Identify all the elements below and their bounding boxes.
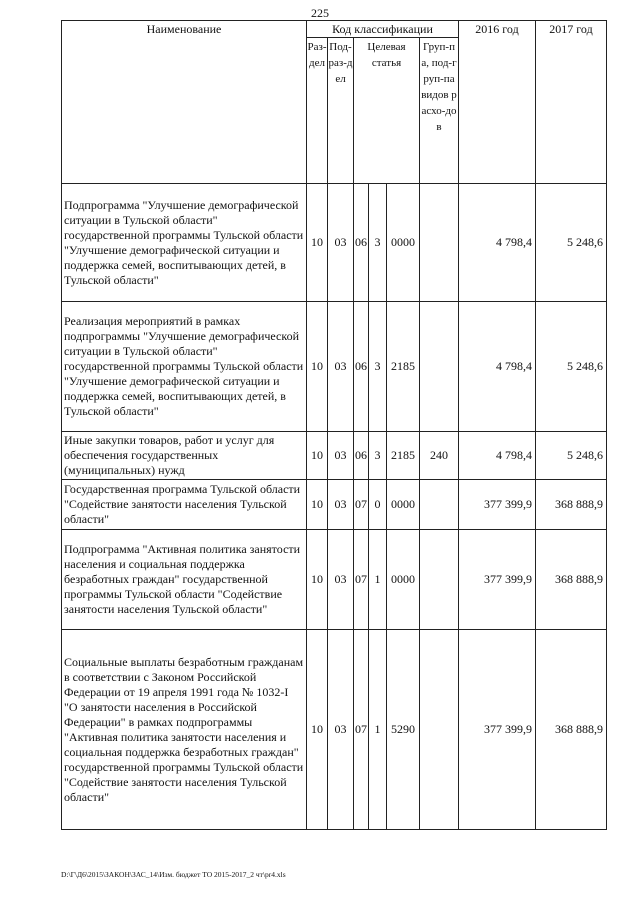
row-target-2: 1 [369, 530, 387, 630]
row-target-3: 0000 [387, 530, 420, 630]
row-target-2: 3 [369, 184, 387, 302]
header-code-group: Код классификации [307, 21, 459, 38]
row-subsection: 03 [328, 630, 354, 830]
table-row [62, 302, 607, 432]
header-row [62, 21, 607, 38]
row-section: 10 [307, 184, 328, 302]
table-row [62, 184, 607, 302]
row-target-1: 07 [354, 530, 369, 630]
row-group [420, 184, 459, 302]
row-target-3: 2185 [387, 432, 420, 480]
row-section: 10 [307, 302, 328, 432]
row-group [420, 302, 459, 432]
row-name: Государственная программа Тульской области "Содействие занятости населения Тульской области" [62, 480, 307, 530]
table-row [62, 480, 607, 530]
header-subsection: Под-раз-дел [328, 38, 354, 184]
row-name: Реализация мероприятий в рамках подпрограммы "Улучшение демографической ситуации в Тульской области" государственной программы Тульской области "Улучшение демографической ситуации и поддержка семей, воспитывающих детей, в Тульской области" [62, 302, 307, 432]
row-2016: 377 399,9 [459, 530, 536, 630]
row-group: 240 [420, 432, 459, 480]
row-section: 10 [307, 630, 328, 830]
header-expense-group: Груп-па, под-груп-па видов расхо-дов [420, 38, 459, 184]
row-2016: 4 798,4 [459, 184, 536, 302]
row-2017: 368 888,9 [536, 480, 607, 530]
row-2017: 5 248,6 [536, 184, 607, 302]
row-2017: 368 888,9 [536, 630, 607, 830]
file-path-footer: D:\Г\Д6\2015\ЗАКОН\ЗАС_14\Изм. бюджет ТО 2015-2017_2 чт\pr4.xls [61, 870, 286, 879]
row-2016: 377 399,9 [459, 630, 536, 830]
table-row [62, 530, 607, 630]
row-target-1: 06 [354, 302, 369, 432]
row-subsection: 03 [328, 432, 354, 480]
row-target-2: 0 [369, 480, 387, 530]
row-target-2: 3 [369, 302, 387, 432]
row-target-3: 5290 [387, 630, 420, 830]
page-number: 225 [311, 6, 329, 20]
row-target-3: 2185 [387, 302, 420, 432]
row-name: Иные закупки товаров, работ и услуг для обеспечения государственных (муниципальных) нужд [62, 432, 307, 480]
table-row [62, 432, 607, 480]
table-row [62, 630, 607, 830]
row-section: 10 [307, 480, 328, 530]
header-target-article: Целевая статья [354, 38, 420, 184]
row-section: 10 [307, 432, 328, 480]
row-group [420, 480, 459, 530]
row-target-1: 06 [354, 432, 369, 480]
row-target-2: 3 [369, 432, 387, 480]
row-target-1: 06 [354, 184, 369, 302]
row-subsection: 03 [328, 184, 354, 302]
row-target-2: 1 [369, 630, 387, 830]
row-name: Подпрограмма "Активная политика занятости населения и социальная поддержка безработных граждан" государственной программы Тульской области "Содействие занятости населения Тульской области" [62, 530, 307, 630]
row-group [420, 630, 459, 830]
row-subsection: 03 [328, 302, 354, 432]
row-section: 10 [307, 530, 328, 630]
row-2017: 5 248,6 [536, 432, 607, 480]
budget-table [61, 20, 607, 830]
header-year-2016: 2016 год [459, 21, 536, 184]
row-2017: 368 888,9 [536, 530, 607, 630]
row-subsection: 03 [328, 480, 354, 530]
row-target-1: 07 [354, 480, 369, 530]
row-target-3: 0000 [387, 480, 420, 530]
header-section: Раз-дел [307, 38, 328, 184]
row-name: Подпрограмма "Улучшение демографической ситуации в Тульской области" государственной программы Тульской области "Улучшение демографической ситуации и поддержка семей, воспитывающих детей, в Тульской области" [62, 184, 307, 302]
row-target-1: 07 [354, 630, 369, 830]
header-year-2017: 2017 год [536, 21, 607, 184]
row-2016: 4 798,4 [459, 432, 536, 480]
row-2017: 5 248,6 [536, 302, 607, 432]
row-target-3: 0000 [387, 184, 420, 302]
row-2016: 377 399,9 [459, 480, 536, 530]
row-subsection: 03 [328, 530, 354, 630]
row-group [420, 530, 459, 630]
header-name: Наименование [62, 21, 307, 184]
row-2016: 4 798,4 [459, 302, 536, 432]
row-name: Социальные выплаты безработным гражданам в соответствии с Законом Российской Федерации от 19 апреля 1991 года № 1032-I "О занятости населения в Российской Федерации" в рамках подпрограммы "Активная политика занятости населения и социальная поддержка безработных граждан" государственной программы Тульской области "Содействие занятости населения Тульской области" [62, 630, 307, 830]
